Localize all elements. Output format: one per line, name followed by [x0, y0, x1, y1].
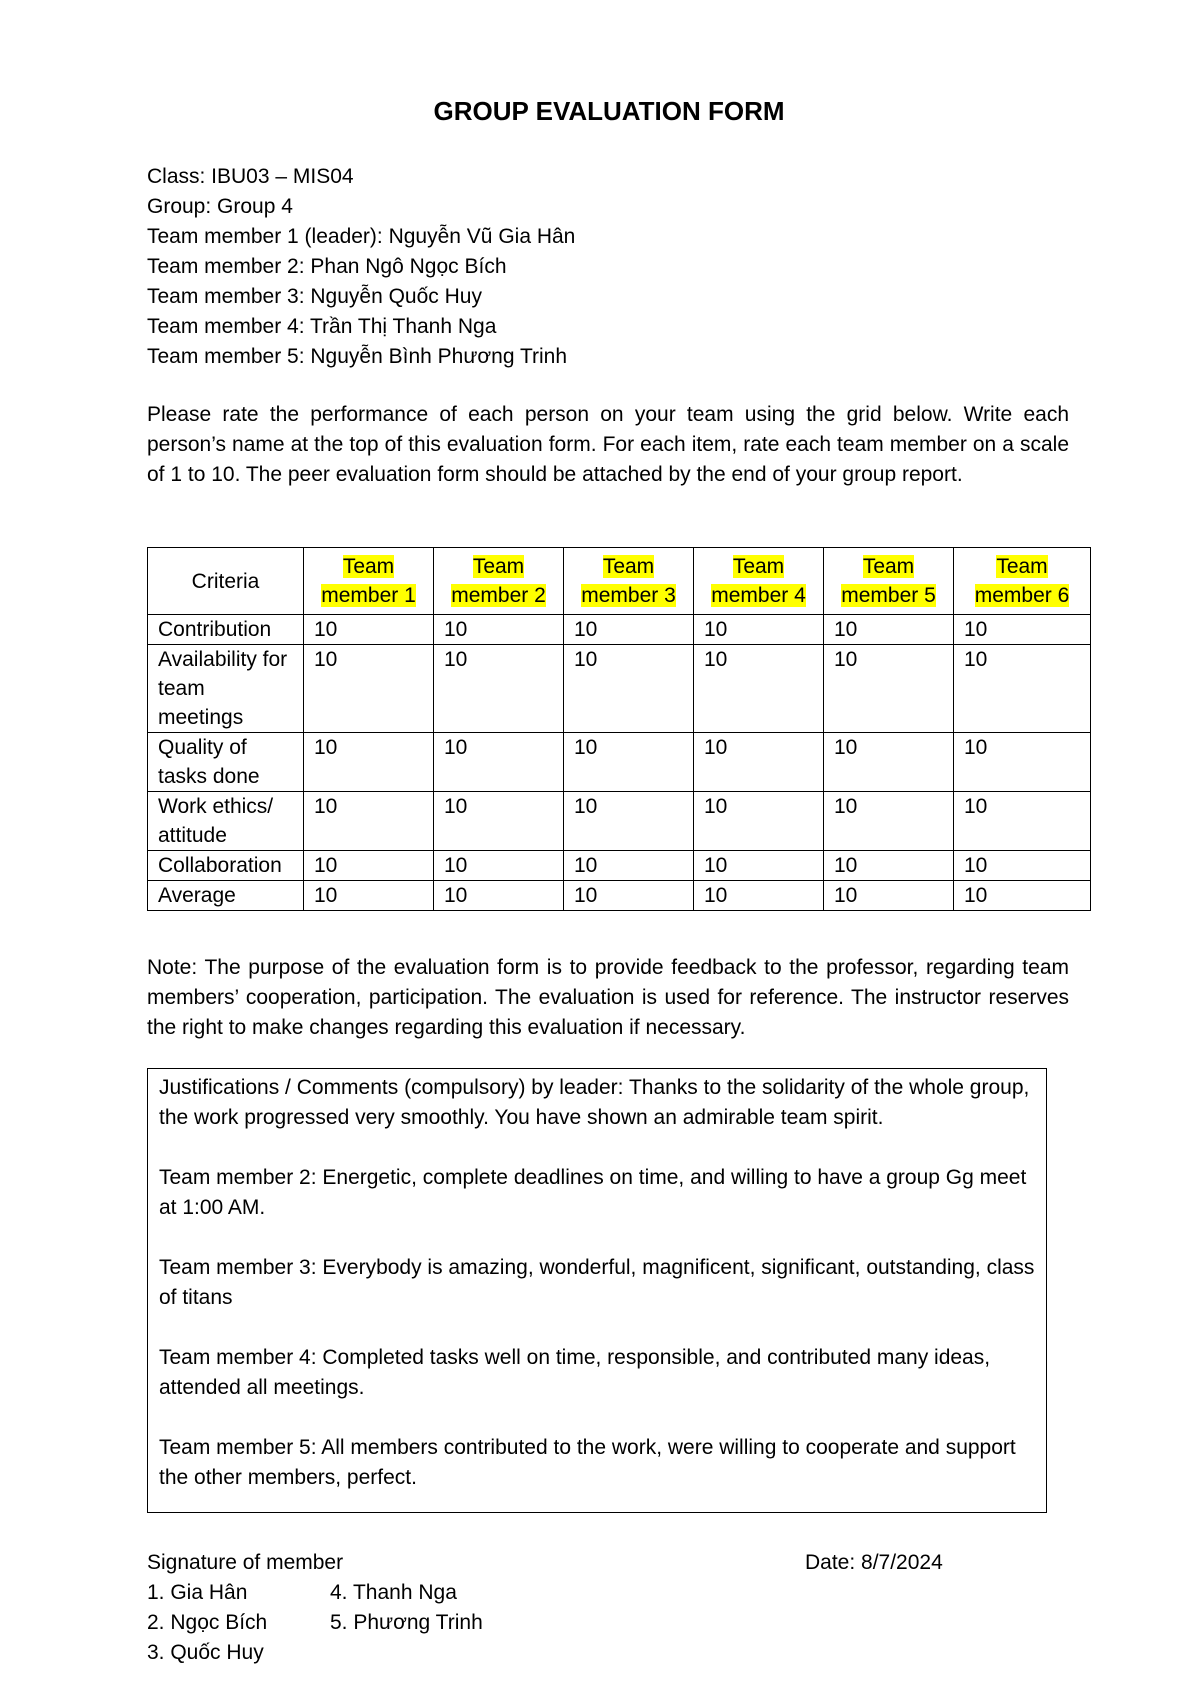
score-cell: 10 [954, 851, 1091, 881]
score-cell: 10 [824, 615, 954, 645]
score-cell: 10 [824, 645, 954, 733]
criteria-header: Criteria [148, 548, 304, 615]
column-header-label: Team member 6 [974, 555, 1070, 607]
signature-name: 2. Ngọc Bích [147, 1611, 268, 1634]
score-cell: 10 [564, 851, 694, 881]
criteria-label: Quality of tasks done [148, 733, 304, 792]
group-info [147, 162, 1067, 372]
column-header [694, 548, 824, 615]
signature-label: Signature of member [147, 1551, 344, 1574]
column-header-label: Team member 2 [451, 555, 546, 607]
column-header-label: Team member 1 [321, 555, 416, 607]
signature-name: 3. Quốc Huy [147, 1641, 264, 1664]
score-cell: 10 [434, 792, 564, 851]
score-cell: 10 [694, 645, 824, 733]
signature-name: 5. Phương Trinh [330, 1611, 483, 1634]
date-label: Date: 8/7/2024 [805, 1551, 943, 1574]
column-header-label: Team member 5 [841, 555, 936, 607]
score-cell: 10 [304, 615, 434, 645]
signature-block [147, 1548, 1047, 1668]
table-row [148, 645, 1091, 733]
score-cell: 10 [954, 792, 1091, 851]
column-header-label: Team member 4 [711, 555, 806, 607]
score-cell: 10 [824, 851, 954, 881]
column-header [564, 548, 694, 615]
score-cell: 10 [304, 792, 434, 851]
signature-name: 4. Thanh Nga [330, 1581, 457, 1604]
member-comment: Team member 2: Energetic, complete deadlines on time, and willing to have a group Gg meet at 1:00 AM. [159, 1166, 1027, 1219]
score-cell: 10 [564, 615, 694, 645]
score-cell: 10 [954, 881, 1091, 911]
leader-comment: Justifications / Comments (compulsory) by leader: Thanks to the solidarity of the whole group, the work progressed very smoothly. You have shown an admirable team spirit. [159, 1076, 1030, 1129]
table-row [148, 792, 1091, 851]
score-cell: 10 [434, 645, 564, 733]
score-cell: 10 [954, 645, 1091, 733]
score-cell: 10 [824, 792, 954, 851]
column-header [954, 548, 1091, 615]
score-cell: 10 [824, 881, 954, 911]
column-header [434, 548, 564, 615]
score-cell: 10 [434, 733, 564, 792]
form-title: GROUP EVALUATION FORM [433, 96, 785, 126]
member-line: Team member 5: Nguyễn Bình Phương Trinh [147, 345, 568, 368]
note-paragraph: Note: The purpose of the evaluation form is to provide feedback to the professor, regarding team members’ cooperation, participation. The evaluation is used for reference. The instructor reserves the right to make changes regarding this evaluation if necessary. [147, 956, 1069, 1039]
criteria-label: Work ethics/ attitude [148, 792, 304, 851]
score-cell: 10 [434, 881, 564, 911]
member-line: Team member 1 (leader): Nguyễn Vũ Gia Hân [147, 225, 576, 248]
score-cell: 10 [824, 733, 954, 792]
score-cell: 10 [304, 881, 434, 911]
score-cell: 10 [304, 733, 434, 792]
table-row [148, 881, 1091, 911]
score-cell: 10 [694, 792, 824, 851]
score-cell: 10 [694, 733, 824, 792]
criteria-label: Availability for team meetings [148, 645, 304, 733]
evaluation-table [147, 547, 1091, 911]
member-comment: Team member 3: Everybody is amazing, wonderful, magnificent, significant, outstanding, class of titans [159, 1256, 1035, 1309]
group-line: Group: Group 4 [147, 195, 293, 218]
score-cell: 10 [434, 615, 564, 645]
score-cell: 10 [304, 645, 434, 733]
column-header [304, 548, 434, 615]
member-line: Team member 2: Phan Ngô Ngọc Bích [147, 255, 507, 278]
table-row [148, 615, 1091, 645]
table-header-row [148, 548, 1091, 615]
score-cell: 10 [564, 645, 694, 733]
score-cell: 10 [564, 792, 694, 851]
criteria-label: Average [148, 881, 304, 911]
score-cell: 10 [954, 615, 1091, 645]
criteria-label: Contribution [148, 615, 304, 645]
table-row [148, 733, 1091, 792]
class-line: Class: IBU03 – MIS04 [147, 165, 354, 188]
score-cell: 10 [694, 615, 824, 645]
instructions-paragraph: Please rate the performance of each person on your team using the grid below. Write each person’s name at the top of this evaluation form. For each item, rate each team member on a scale of 1 to 10. The peer evaluation form should be attached by the end of your group report. [147, 403, 1069, 486]
score-cell: 10 [694, 881, 824, 911]
comments-box [147, 1068, 1047, 1513]
table-row [148, 851, 1091, 881]
criteria-label: Collaboration [148, 851, 304, 881]
score-cell: 10 [694, 851, 824, 881]
signature-name: 1. Gia Hân [147, 1581, 248, 1604]
score-cell: 10 [954, 733, 1091, 792]
member-comment: Team member 5: All members contributed to the work, were willing to cooperate and support the other members, perfect. [159, 1436, 1016, 1489]
score-cell: 10 [564, 733, 694, 792]
column-header [824, 548, 954, 615]
score-cell: 10 [564, 881, 694, 911]
member-line: Team member 3: Nguyễn Quốc Huy [147, 285, 482, 308]
member-line: Team member 4: Trần Thị Thanh Nga [147, 315, 497, 338]
score-cell: 10 [304, 851, 434, 881]
member-comment: Team member 4: Completed tasks well on time, responsible, and contributed many ideas, attended all meetings. [159, 1346, 991, 1399]
column-header-label: Team member 3 [581, 555, 676, 607]
score-cell: 10 [434, 851, 564, 881]
